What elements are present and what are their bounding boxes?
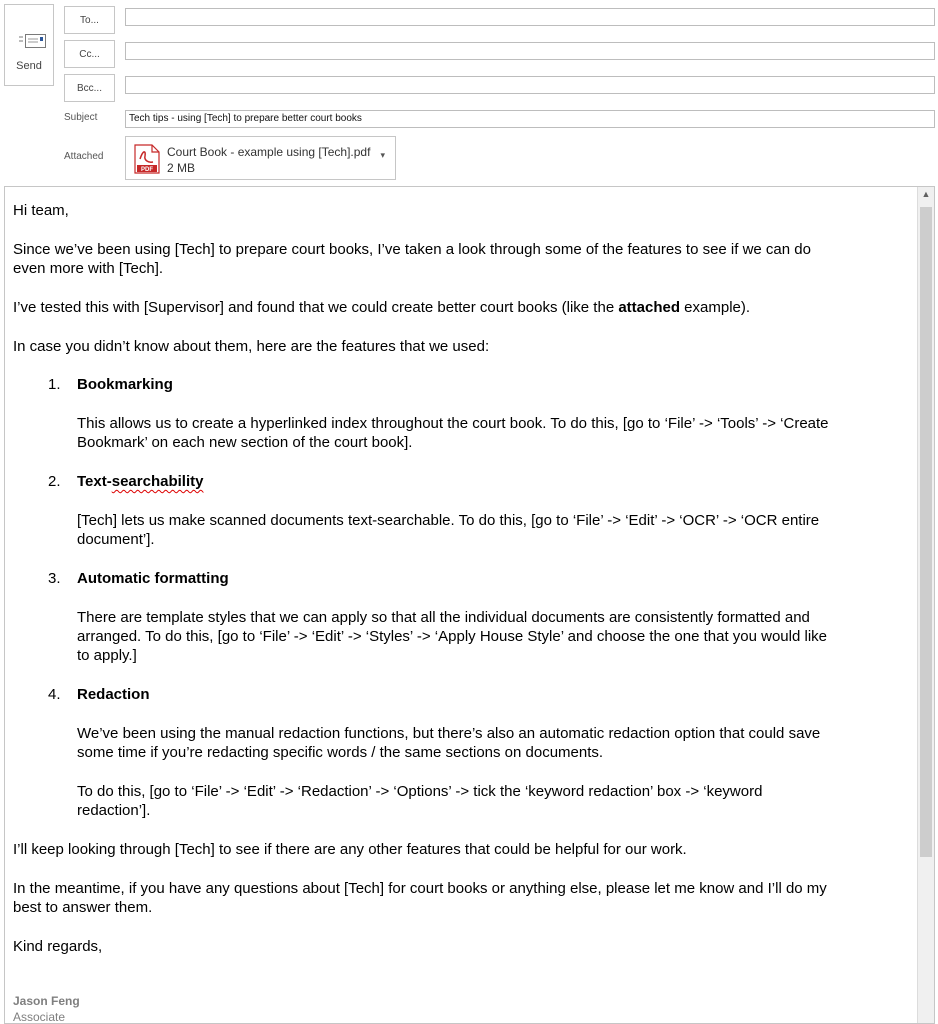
- bcc-field[interactable]: [125, 76, 935, 94]
- list-item-text: This allows us to create a hyperlinked index throughout the court book. To do this, [go to ‘File’ -> ‘Tools’ -> ‘Create: [77, 415, 829, 432]
- scroll-up-icon[interactable]: ▲: [921, 189, 931, 199]
- cc-field[interactable]: [125, 42, 935, 60]
- to-button[interactable]: To...: [64, 6, 115, 34]
- pdf-icon: [134, 144, 160, 174]
- closing: Kind regards,: [13, 938, 103, 955]
- chevron-down-icon[interactable]: ▾: [380, 150, 385, 160]
- vertical-scrollbar[interactable]: [917, 187, 934, 1023]
- paragraph-2-bold: attached: [618, 299, 681, 316]
- list-item-title: Bookmarking: [77, 376, 173, 393]
- list-item-title-a: Text-: [77, 473, 112, 490]
- list-number: 1.: [48, 376, 61, 393]
- to-field[interactable]: [125, 8, 935, 26]
- list-item-text: [Tech] lets us make scanned documents text-searchable. To do this, [go to ‘File’ -> ‘Edit’ -> ‘OCR’ -> ‘OCR entire: [77, 512, 820, 529]
- list-item-text: To do this, [go to ‘File’ -> ‘Edit’ -> ‘Redaction’ -> ‘Options’ -> tick the ‘keyword redaction’ box -> ‘keyword: [77, 783, 763, 800]
- list-number: 2.: [48, 473, 61, 490]
- svg-text:PDF: PDF: [141, 167, 153, 173]
- message-body[interactable]: [4, 186, 935, 1024]
- list-item-title: Automatic formatting: [77, 570, 229, 587]
- list-item-title: Redaction: [77, 686, 150, 703]
- list-item-text: Bookmark’ on each new section of the court book].: [77, 434, 413, 451]
- attached-label: Attached: [64, 151, 104, 162]
- bcc-button[interactable]: Bcc...: [64, 74, 115, 102]
- signature-name: Jason Feng: [13, 994, 80, 1008]
- paragraph-2: [13, 298, 750, 318]
- list-item-text: redaction’].: [77, 802, 151, 819]
- paragraph-5-line-1: In the meantime, if you have any questions about [Tech] for court books or anything else, please let me know and I’ll do my: [13, 880, 827, 897]
- list-item-text: There are template styles that we can apply so that all the individual documents are consistently formatted and: [77, 609, 810, 626]
- subject-label: Subject: [64, 112, 98, 123]
- paragraph-1-line-2: even more with [Tech].: [13, 260, 164, 277]
- list-item-text: We’ve been using the manual redaction functions, but there’s also an automatic redaction option that could save: [77, 725, 821, 742]
- attachment-name: Court Book - example using [Tech].pdf: [167, 145, 371, 159]
- signature-title: Associate: [13, 1010, 66, 1024]
- greeting: Hi team,: [13, 202, 69, 219]
- list-item-title-b: searchability: [111, 473, 204, 490]
- paragraph-3: In case you didn’t know about them, here are the features that we used:: [13, 338, 490, 355]
- list-item-text: document’].: [77, 531, 155, 548]
- list-item-text: to apply.]: [77, 647, 137, 664]
- send-label: Send: [16, 60, 42, 72]
- attachment-size: 2 MB: [167, 161, 196, 175]
- list-number: 4.: [48, 686, 61, 703]
- send-button[interactable]: [4, 4, 54, 86]
- paragraph-2-text-a: I’ve tested this with [Supervisor] and found that we could create better court books (like the: [13, 299, 619, 316]
- paragraph-5-line-2: best to answer them.: [13, 899, 153, 916]
- send-envelope-icon: [19, 33, 47, 51]
- paragraph-4: I’ll keep looking through [Tech] to see if there are any other features that could be helpful for our work.: [13, 841, 687, 858]
- subject-field[interactable]: Tech tips - using [Tech] to prepare better court books: [125, 110, 935, 128]
- cc-button[interactable]: Cc...: [64, 40, 115, 68]
- paragraph-1-line-1: Since we’ve been using [Tech] to prepare court books, I’ve taken a look through some of the features to see if we can do: [13, 241, 811, 258]
- list-number: 3.: [48, 570, 61, 587]
- list-item-text: arranged. To do this, [go to ‘File’ -> ‘Edit’ -> ‘Styles’ -> ‘Apply House Style’ and choose the one that you would like: [77, 628, 827, 645]
- attachment-chip[interactable]: [125, 136, 396, 180]
- paragraph-2-text-b: example).: [680, 299, 751, 316]
- scroll-thumb[interactable]: [920, 207, 932, 857]
- list-item-text: some time if you’re redacting specific words / the same sections on documents.: [77, 744, 604, 761]
